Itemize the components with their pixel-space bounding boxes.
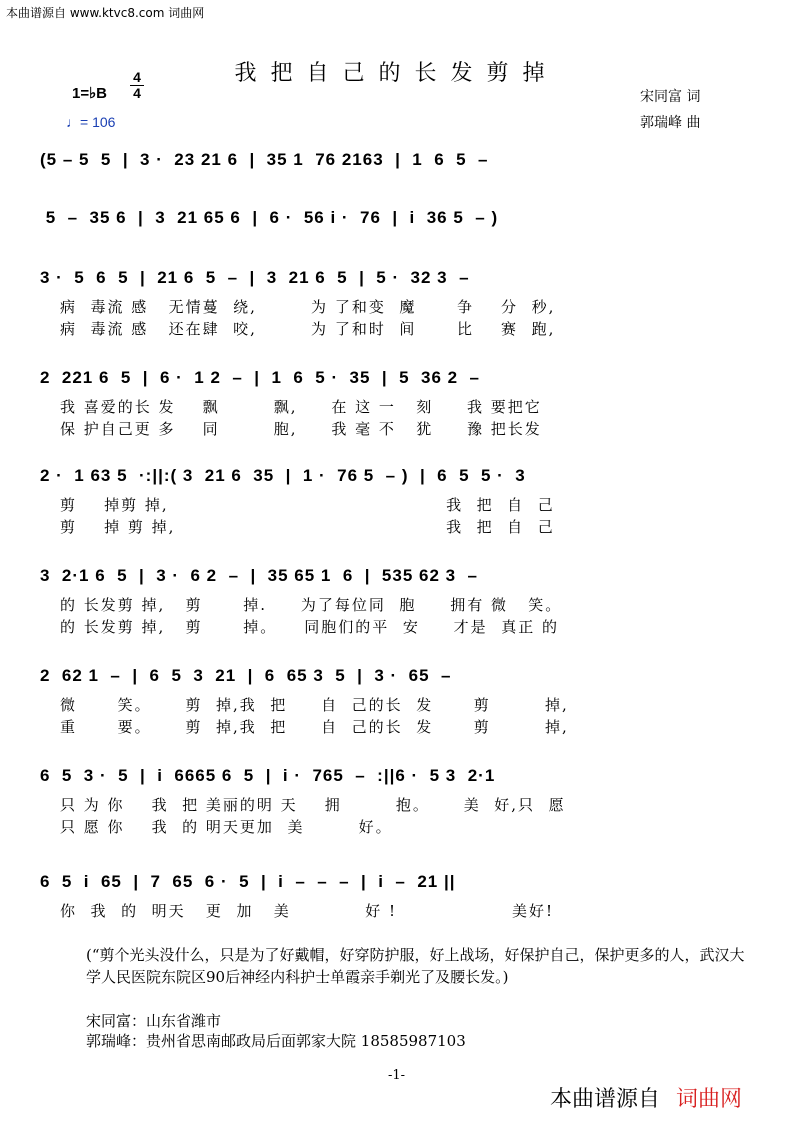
- lyric-verse-2: 重 要。 剪 掉,我 把 自 己的长 发 剪 掉,: [60, 718, 569, 736]
- notation-line: 6 5 3 · 5 | i 6665 6 5 | i · 765 – :||6 · 5 3 2·1: [40, 766, 496, 785]
- notation-line: 2 221 6 5 | 6 · 1 2 – | 1 6 5 · 35 | 5 36 2 –: [40, 368, 480, 387]
- time-signature: [130, 70, 144, 101]
- notation-line: 3 · 5 6 5 | 21 6 5 – | 3 21 6 5 | 5 · 32 3 –: [40, 268, 470, 287]
- lyric-verse-1: 病 毒流 感 无情蔓 绕, 为 了和变 魔 争 分 秒,: [60, 298, 556, 316]
- lyric-verse-1: 只 为 你 我 把 美丽的明 天 拥 抱。 美 好,只 愿: [60, 796, 566, 814]
- notation-line: 2 · 1 63 5 ·:||:( 3 21 6 35 | 1 · 76 5 – ) | 6 5 5 · 3: [40, 466, 526, 485]
- source-header: 本曲谱源自 www.ktvc8.com 词曲网: [6, 6, 205, 20]
- score-row-2: [40, 208, 740, 254]
- footer-source-text: 本曲谱源自: [550, 1087, 661, 1112]
- composer-credit: 郭瑞峰 曲: [640, 115, 701, 131]
- lyric-verse-1: 你 我 的 明天 更 加 美 好 ! 美好!: [60, 902, 555, 920]
- lyric-verse-2: 的 长发剪 掉, 剪 掉。 同胞们的平 安 才是 真正 的: [60, 618, 559, 636]
- lyricist-credit: 宋同富 词: [640, 89, 701, 105]
- lyric-verse-1: 的 长发剪 掉, 剪 掉. 为了每位同 胞 拥有 微 笑。: [60, 596, 563, 614]
- notation-line: (5 – 5 5 | 3 · 23 21 6 | 35 1 76 2163 | 1 6 5 –: [40, 150, 489, 169]
- notation-line: 6 5 i 65 | 7 65 6 · 5 | i – – – | i – 21 ||: [40, 872, 456, 891]
- lyric-verse-1: 剪 掉剪 掉, 我 把 自 己: [60, 496, 555, 514]
- lyric-verse-2: 剪 掉 剪 掉, 我 把 自 己: [60, 518, 555, 536]
- notation-line: 2 62 1 – | 6 5 3 21 | 6 65 3 5 | 3 · 65 –: [40, 666, 452, 685]
- composer-contact: 郭瑞峰：贵州省思南邮政局后面郭家大院 18585987103: [86, 1032, 466, 1050]
- key-signature: 1=♭B: [72, 85, 108, 102]
- lyric-verse-2: 病 毒流 感 还在肆 咬, 为 了和时 间 比 赛 跑,: [60, 320, 556, 338]
- background-note: (“剪个光头没什么，只是为了好戴帽，好穿防护服，好上战场，好保护自己，保护更多的人，武汉大学人民医院东院区90后神经内科护士单霞亲手剃光了及腰长发。): [86, 946, 745, 986]
- tempo-mark: ♩= 106: [66, 114, 116, 130]
- lyric-verse-1: 微 笑。 剪 掉,我 把 自 己的长 发 剪 掉,: [60, 696, 569, 714]
- footer-brand: [550, 1082, 742, 1113]
- page-number: -1-: [387, 1068, 406, 1083]
- notation-line: 3 2·1 6 5 | 3 · 6 2 – | 35 65 1 6 | 535 62 3 –: [40, 566, 479, 585]
- lyric-verse-1: 我 喜爱的长 发 飘 飘, 在 这 一 刻 我 要把它: [60, 398, 542, 416]
- lyricist-contact: 宋同富：山东省潍市: [86, 1012, 222, 1030]
- score-row-1: [40, 150, 740, 196]
- notation-line: 5 – 35 6 | 3 21 65 6 | 6 · 56 i · 76 | i 36 5 – ): [40, 208, 499, 227]
- footer-site-name: 词曲网: [676, 1087, 743, 1112]
- song-title: 我把自己的长发剪掉: [234, 61, 559, 86]
- meter-top: 4: [133, 69, 141, 85]
- lyric-verse-2: 保 护自己更 多 同 胞, 我 毫 不 犹 豫 把长发: [60, 420, 542, 438]
- meter-bottom: 4: [133, 85, 141, 101]
- lyric-verse-2: 只 愿 你 我 的 明天更加 美 好。: [60, 818, 393, 836]
